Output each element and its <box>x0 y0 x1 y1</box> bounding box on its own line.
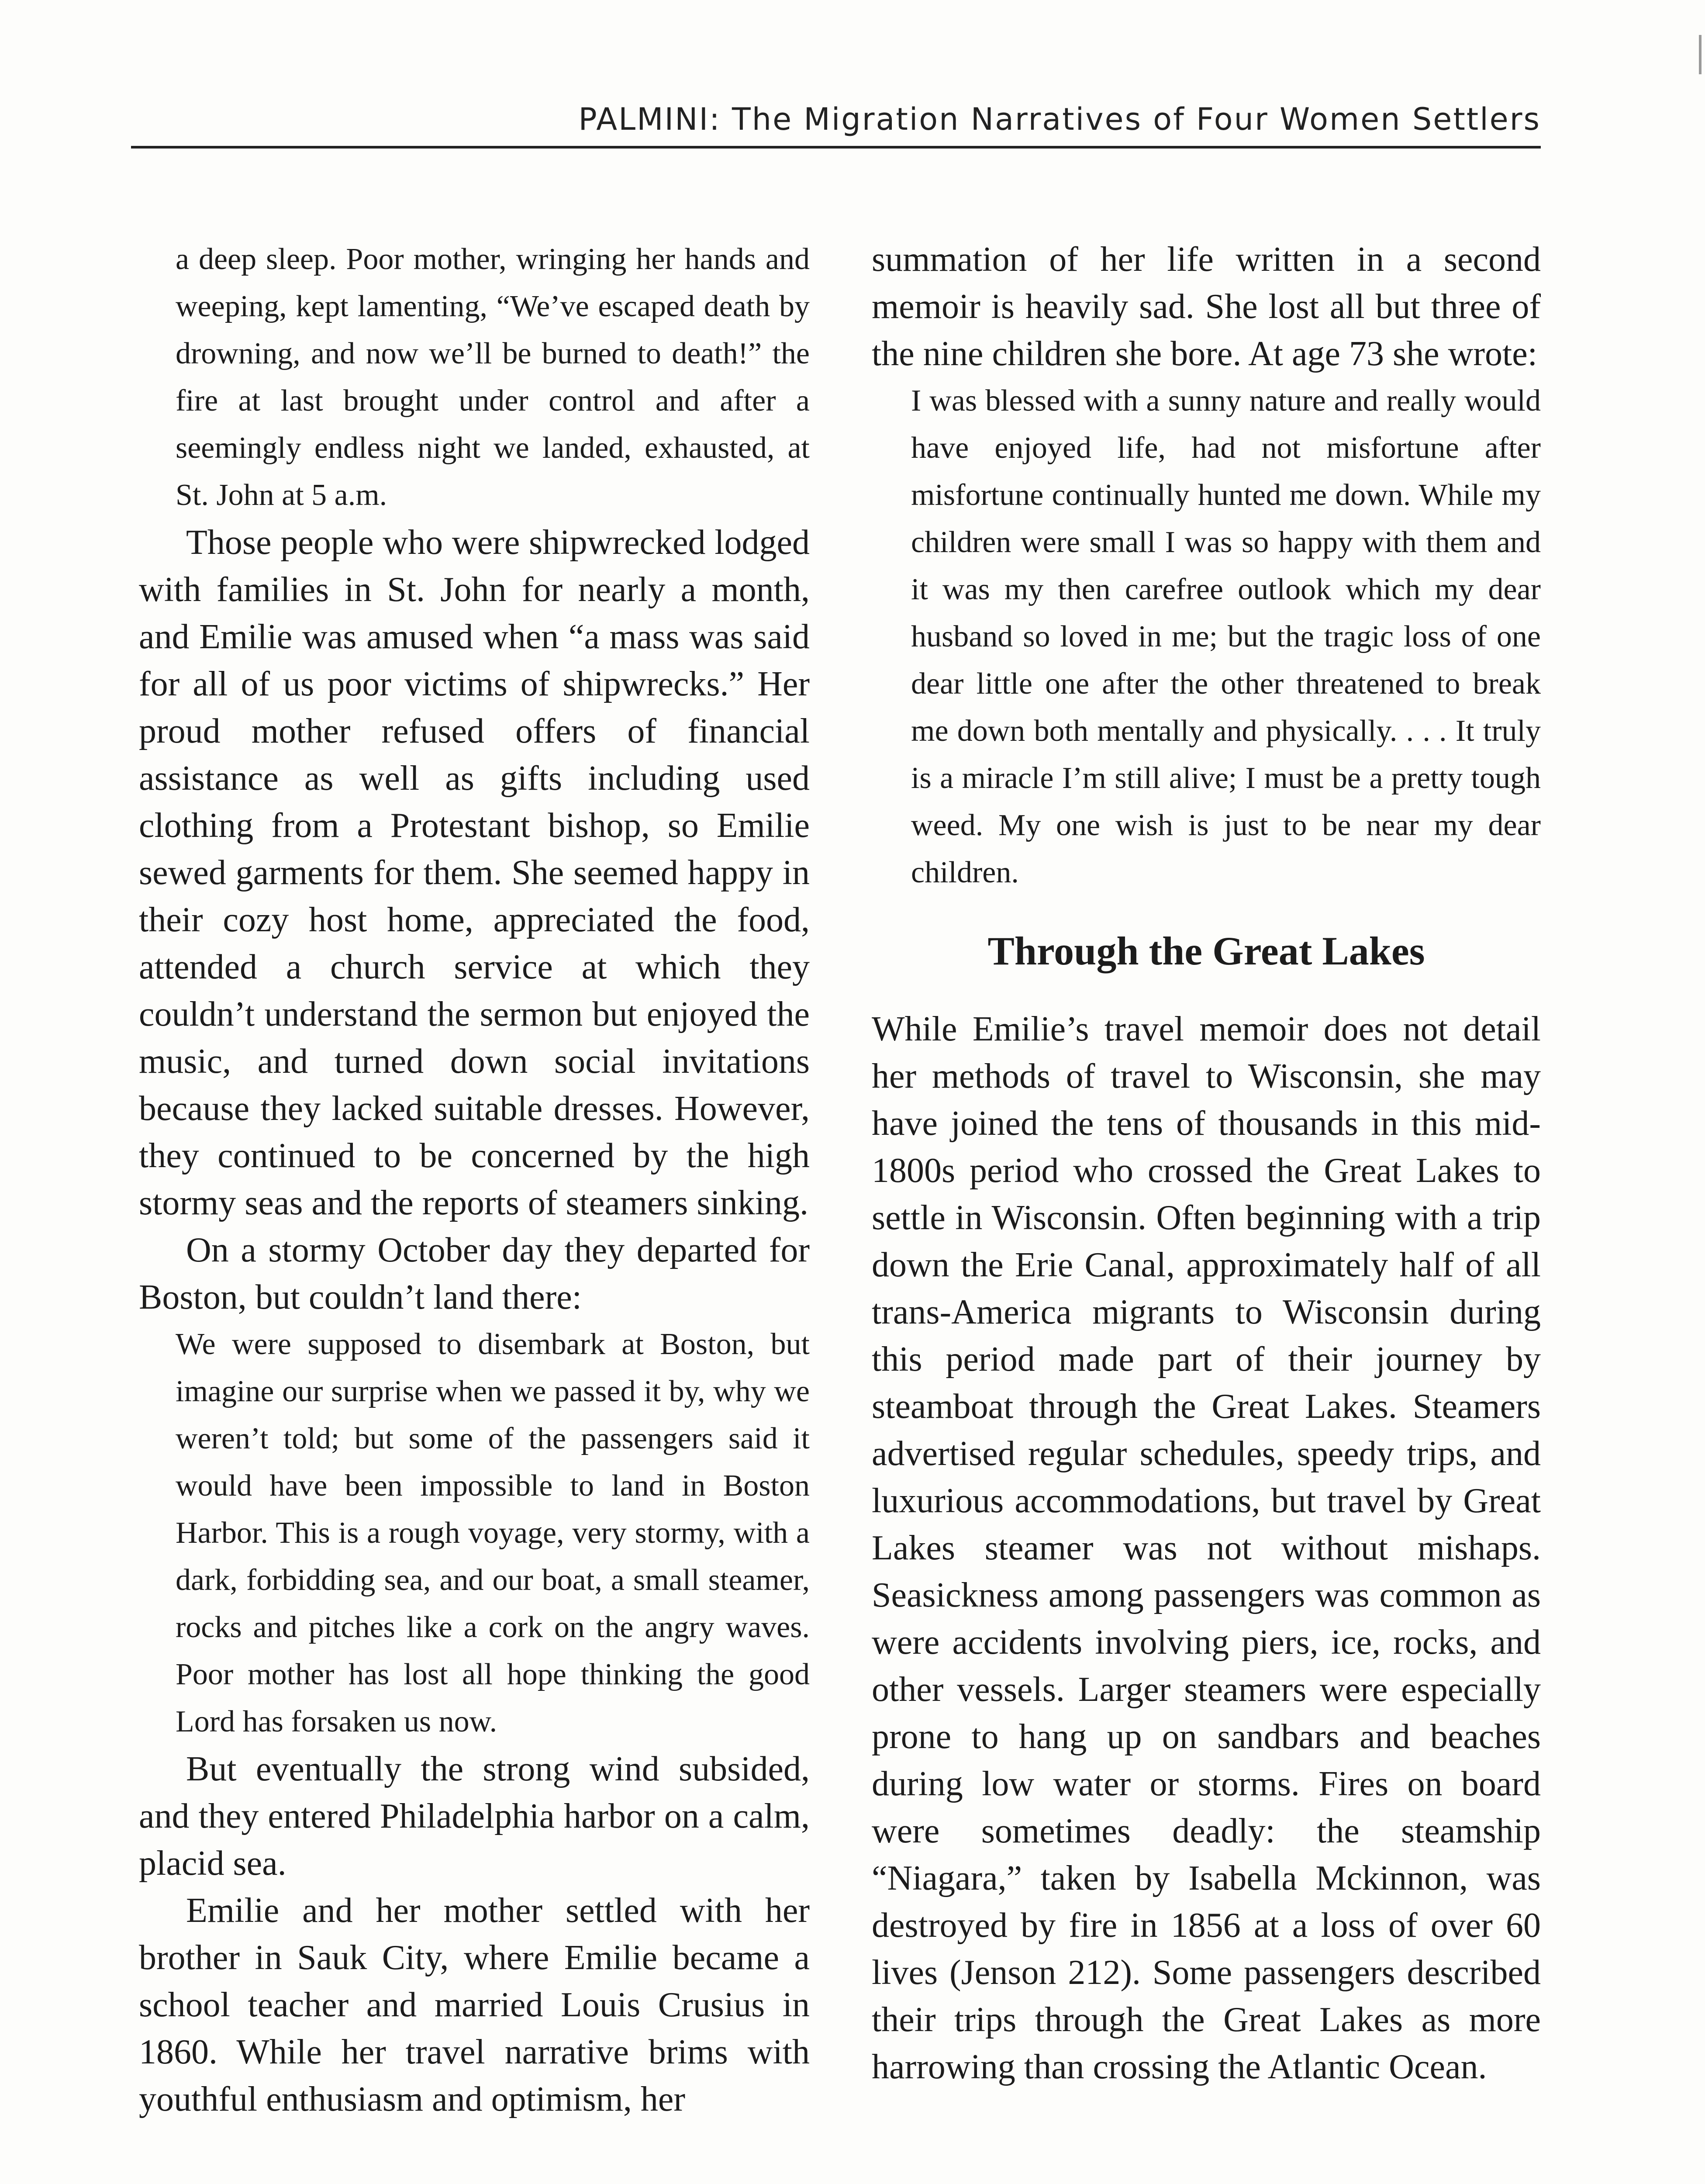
paragraph-philadelphia: But eventually the strong wind subsided, and they entered Philadelphia harbor on a calm, placid sea. <box>139 1750 810 1883</box>
paragraph-boston-departure: On a stormy October day they departed for Boston, but couldn’t land there: <box>139 1231 810 1317</box>
running-header: PALMINI: The Migration Narratives of Four Women Settlers <box>578 101 1541 137</box>
paragraph-great-lakes: While Emilie’s travel memoir does not detail her methods of travel to Wisconsin, she may have joined the tens of thousands in this mid-1800s period who crossed the Great Lakes to settle in Wisconsin. Often beginning with a trip down the Erie Canal, approximately half of all trans-America migrants to Wisconsin during this period made part of their journey by steamboat through the Great Lakes. Steamers advertised regular schedules, speedy trips, and luxurious accommodations, but travel by Great Lakes steamer was not without mishaps. Seasickness among passengers was common as were accidents involving piers, ice, rocks, and other vessels. Larger steamers were especially prone to hang up on sandbars and beaches during low water or storms. Fires on board were sometimes deadly: the steamship “Niagara,” taken by Isabella Mckinnon, was destroyed by fire in 1856 at a loss of over 60 lives (Jenson 212). Some passengers described their trips through the Great Lakes as more harrowing than crossing the Atlantic Ocean. <box>872 1010 1541 2086</box>
block-quote-fire: a deep sleep. Poor mother, wringing her hands and weeping, kept lamenting, “We’ve escaped death by drowning, and now we’ll be burned to death!” the fire at last brought under control and after a seemingly endless night we landed, exhausted, at St. John at 5 a.m. <box>176 242 810 512</box>
section-heading: Through the Great Lakes <box>987 929 1425 973</box>
page-edge-mark <box>1699 35 1702 74</box>
block-quote-memoir: I was blessed with a sunny nature and really would have enjoyed life, had not misfortune after misfortune continually hunted me down. While my children were small I was so happy with them and it was my then carefree outlook which my dear husband so loved in me; but the tragic loss of one dear little one after the other threatened to break me down both mentally and physically. . . . It truly is a miracle I’m still alive; I must be a pretty tough weed. My one wish is just to be near my dear children. <box>911 384 1541 889</box>
paragraph-summation: summation of her life written in a second memoir is heavily sad. She lost all but three of the nine children she bore. At age 73 she wrote: <box>872 240 1541 373</box>
right-column <box>872 236 1541 2091</box>
paragraph-st-john: Those people who were shipwrecked lodged with families in St. John for nearly a month, and Emilie was amused when “a mass was said for all of us poor victims of shipwrecks.” Her proud mother refused offers of financial assistance as well as gifts including used clothing from a Protestant bishop, so Emilie sewed garments for them. She seemed happy in their cozy host home, appreciated the food, attended a church service at which they couldn’t understand the sermon but enjoyed the music, and turned down social invitations because they lacked suitable dresses. However, they continued to be concerned by the high stormy seas and the reports of steamers sinking. <box>139 523 810 1222</box>
block-quote-boston: We were supposed to disembark at Boston, but imagine our surprise when we passed it by, why we weren’t told; but some of the passengers said it would have been impossible to land in Boston Harbor. This is a rough voyage, very stormy, with a dark, forbidding sea, and our boat, a small steamer, rocks and pitches like a cork on the angry waves. Poor mother has lost all hope thinking the good Lord has forsaken us now. <box>176 1327 810 1738</box>
left-column <box>139 236 810 2123</box>
paragraph-sauk-city: Emilie and her mother settled with her brother in Sauk City, where Emilie became a school teacher and married Louis Crusius in 1860. While her travel narrative brims with youthful enthusiasm and optimism, her <box>139 1891 810 2118</box>
header-rule <box>131 146 1541 149</box>
